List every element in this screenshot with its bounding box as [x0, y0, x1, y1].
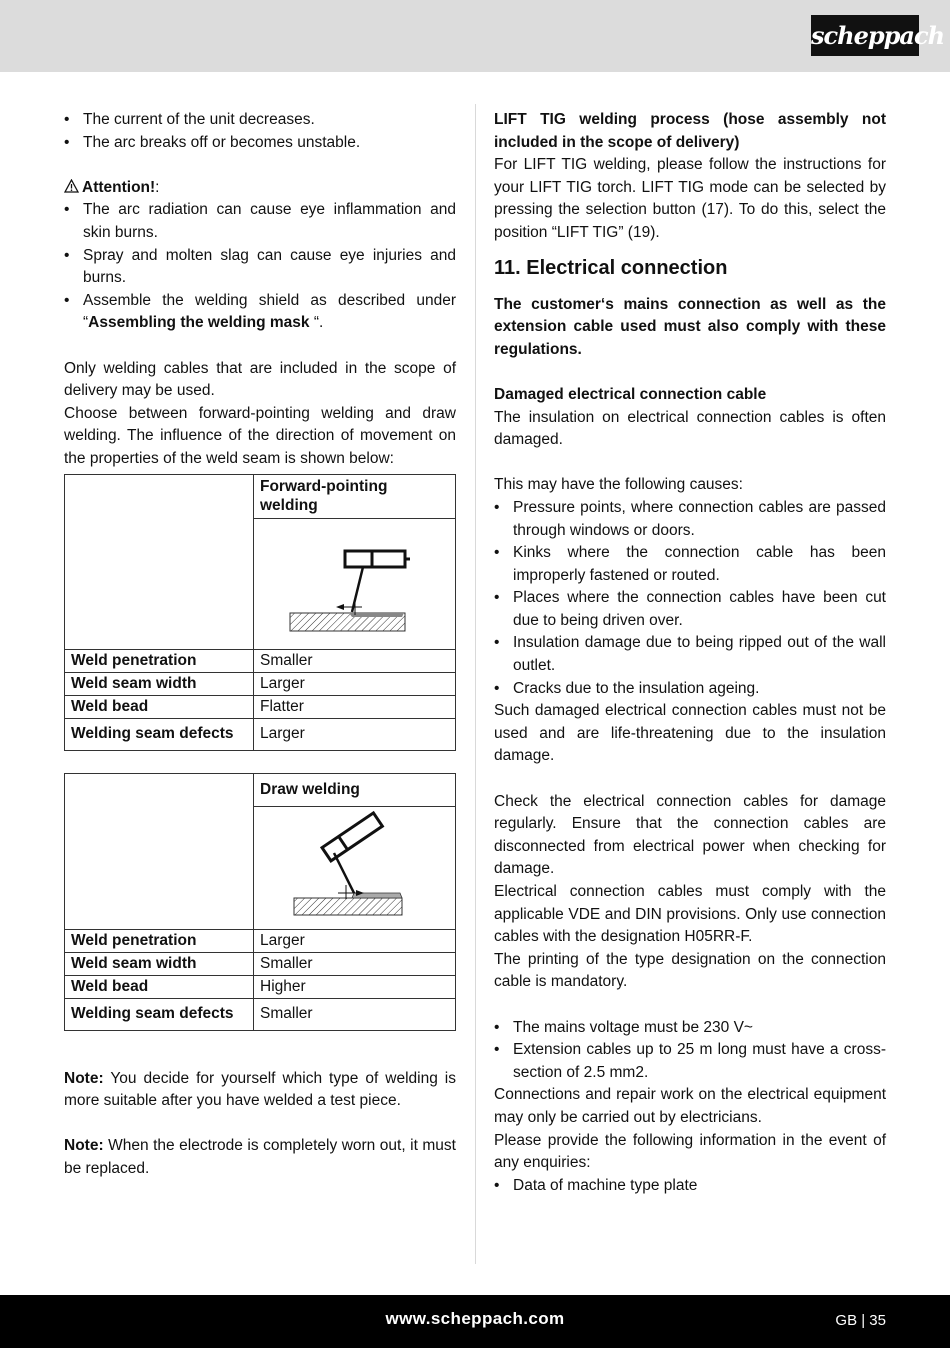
- lift-tig-heading: LIFT TIG welding process (hose assembly not included in the scope of delivery): [494, 111, 886, 151]
- mains-list: [494, 1017, 886, 1085]
- column-divider: [475, 104, 476, 1264]
- table-row-label: Welding seam defects: [65, 718, 254, 750]
- table-row-value: Flatter: [254, 695, 456, 718]
- assemble-end: “.: [309, 314, 324, 332]
- note-text: When the electrode is completely worn out, it must be replaced.: [64, 1137, 456, 1177]
- table-row-label: Weld bead: [65, 975, 254, 998]
- vde-din-text: Electrical connection cables must comply with the applicable VDE and DIN provisions. Only use connection cables with the designation H05RR-F.: [494, 883, 886, 946]
- note-label: Note:: [64, 1069, 104, 1087]
- type-designation-text: The printing of the type designation on the connection cable is mandatory.: [494, 950, 886, 991]
- note-electrode: [64, 1135, 456, 1180]
- section-title: 11. Electrical connection: [494, 256, 728, 279]
- assemble-text: Assemble the welding shield as described under “: [83, 291, 456, 332]
- forward-welding-table: [64, 474, 456, 751]
- table-corner: [65, 474, 254, 649]
- left-column: [64, 109, 456, 1180]
- list-item: • Data of machine type plate: [494, 1175, 886, 1198]
- attention-heading: [64, 177, 456, 200]
- table-row-value: Smaller: [254, 998, 456, 1030]
- website-link[interactable]: www.scheppach.com: [385, 1309, 565, 1328]
- draw-welding-figure: [254, 806, 456, 929]
- list-item: • The arc breaks off or becomes unstable.: [64, 132, 456, 155]
- unit-effects-list: [64, 109, 456, 154]
- table-row-label: Weld seam width: [65, 952, 254, 975]
- table-row-value: Larger: [254, 718, 456, 750]
- list-item: • The current of the unit decreases.: [64, 109, 456, 132]
- list-item: • Kinks where the connection cable has been improperly fastened or routed.: [494, 542, 886, 587]
- list-item: • Places where the connection cables have been cut due to being driven over.: [494, 587, 886, 632]
- table-row-value: Higher: [254, 975, 456, 998]
- enquiries-text: Please provide the following information in the event of any enquiries:: [494, 1131, 886, 1172]
- warning-triangle-icon: [64, 179, 79, 193]
- list-item: • Spray and molten slag can cause eye injuries and burns.: [64, 245, 456, 290]
- page-number: GB | 35: [835, 1312, 886, 1329]
- attention-label: Attention!: [82, 178, 156, 196]
- causes-list: [494, 497, 886, 700]
- customer-regulations: The customer‘s mains connection as well as the extension cable used must also comply with these regulations.: [494, 295, 886, 358]
- scheppach-logo: scheppach: [811, 15, 919, 56]
- table-row-value: Smaller: [254, 952, 456, 975]
- table-row-label: Weld penetration: [65, 929, 254, 952]
- draw-welding-diagram: [254, 807, 450, 922]
- damaged-cable-text: The insulation on electrical connection cables is often damaged.: [494, 408, 886, 449]
- assemble-reference: Assembling the welding mask: [88, 314, 310, 332]
- causes-intro: This may have the following causes:: [494, 476, 743, 494]
- list-item: • The mains voltage must be 230 V~: [494, 1017, 886, 1040]
- cables-paragraph: Only welding cables that are included in the scope of delivery may be used.: [64, 359, 456, 400]
- list-item: • Cracks due to the insulation ageing.: [494, 678, 886, 701]
- check-cables-text: Check the electrical connection cables for damage regularly. Ensure that the connection cables are disconnected from electrical power when checking for damage.: [494, 792, 886, 878]
- list-item: • Insulation damage due to being ripped out of the wall outlet.: [494, 632, 886, 677]
- attention-colon: :: [155, 178, 160, 196]
- right-column: [494, 109, 886, 1197]
- table-row-value: Larger: [254, 929, 456, 952]
- forward-welding-diagram: [254, 519, 450, 642]
- list-item: • Pressure points, where connection cables are passed through windows or doors.: [494, 497, 886, 542]
- table-row-label: Weld penetration: [65, 649, 254, 672]
- electricians-text: Connections and repair work on the electrical equipment may only be carried out by electricians.: [494, 1086, 886, 1126]
- table-header: Draw welding: [254, 773, 456, 806]
- page-footer: [0, 1295, 950, 1348]
- note-text: You decide for yourself which type of welding is more suitable after you have welded a test piece.: [64, 1069, 456, 1110]
- attention-list: [64, 199, 456, 335]
- list-item: • The arc radiation can cause eye inflammation and skin burns.: [64, 199, 456, 244]
- table-header: Forward-pointing welding: [254, 474, 456, 518]
- forward-welding-figure: [254, 518, 456, 649]
- list-item: • Extension cables up to 25 m long must have a cross-section of 2.5 mm2.: [494, 1039, 886, 1084]
- direction-paragraph: Choose between forward-pointing welding and draw welding. The influence of the direction of movement on the properties of the weld seam is shown below:: [64, 404, 456, 467]
- damaged-warning: Such damaged electrical connection cables must not be used and are life-threatening due to the insulation damage.: [494, 702, 886, 765]
- lift-tig-text: For LIFT TIG welding, please follow the instructions for your LIFT TIG torch. LIFT TIG mode can be selected by pressing the selection button (17). To do this, select the position “LIFT TIG” (19).: [494, 156, 886, 241]
- draw-welding-table: [64, 773, 456, 1031]
- page-header: [0, 0, 950, 72]
- note-label: Note:: [64, 1137, 104, 1155]
- table-row-label: Weld seam width: [65, 672, 254, 695]
- table-row-value: Smaller: [254, 649, 456, 672]
- table-row-label: Welding seam defects: [65, 998, 254, 1030]
- table-row-label: Weld bead: [65, 695, 254, 718]
- enquiries-list: [494, 1175, 886, 1198]
- table-corner: [65, 773, 254, 929]
- note-test-piece: [64, 1068, 456, 1113]
- list-item: [64, 290, 456, 335]
- table-row-value: Larger: [254, 672, 456, 695]
- damaged-cable-heading: Damaged electrical connection cable: [494, 385, 767, 403]
